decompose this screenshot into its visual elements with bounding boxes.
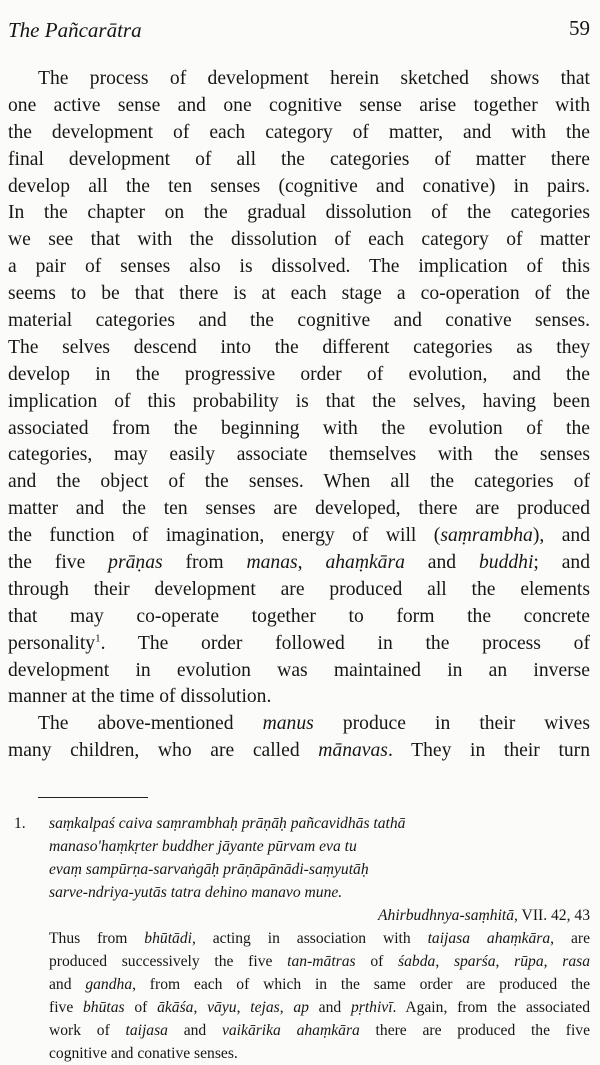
text-line: final development of all the categories of matter there	[8, 148, 590, 170]
text-line: development in evolution was maintained in an inverse	[8, 659, 590, 681]
text-line: one active sense and one cognitive sense arise together with	[8, 94, 590, 116]
footnote-line: and gandha, from each of which in the same order are produced the	[49, 976, 590, 993]
text-line: associated from the beginning with the evolution of the	[8, 417, 590, 439]
running-title: The Pañcarātra	[8, 18, 142, 42]
verse-line: evaṃ sampūrṇa-sarvaṅgāḥ prāṇāpānādi-saṃyutāḥ	[49, 861, 369, 878]
text-line: matter and the ten senses are developed, there are produced	[8, 498, 590, 520]
citation-work: Ahirbudhnya-saṃhitā	[378, 907, 515, 924]
footnote-line: work of taijasa and vaikārika ahaṃkāra there are produced the five	[49, 1022, 590, 1039]
footnote-line: five bhūtas of ākāśa, vāyu, tejas, ap and pṛthivī. Again, from the associated	[49, 999, 590, 1016]
text-line: we see that with the dissolution of each category of matter	[8, 229, 590, 251]
text-line: personality$^1$. The order followed in the process of	[8, 632, 590, 654]
text-line: The process of development herein sketched shows that	[38, 68, 590, 89]
footnote-line: Thus from bhūtādi, acting in association with taijasa ahaṃkāra, are	[49, 930, 590, 947]
text-line: material categories and the cognitive and conative senses.	[8, 310, 590, 332]
page-number: 59	[569, 16, 590, 40]
text-line: the function of imagination, energy of will (saṃrambha), and	[8, 525, 590, 547]
text-line: In the chapter on the gradual dissolution of the categories	[8, 202, 590, 224]
text-line: and the object of the senses. When all the categories of	[8, 471, 590, 493]
text-line: the development of each category of matter, and with the	[8, 121, 590, 143]
footnote-rule	[38, 797, 148, 798]
text-line: develop in the progressive order of evolution, and the	[8, 363, 590, 385]
citation-ref: , VII. 42, 43	[514, 907, 590, 924]
text-line: the five prāṇas from manas, ahaṃkāra and buddhi; and	[8, 552, 590, 574]
paragraph-2	[8, 711, 590, 765]
text-line: manner at the time of dissolution.	[8, 686, 272, 708]
text-line: implication of this probability is that the selves, having been	[8, 390, 590, 412]
text-line: many children, who are called mānavas. They in their turn	[8, 740, 590, 762]
footnote-line: produced successively the five tan-mātras of śabda, sparśa, rūpa, rasa	[49, 953, 590, 970]
text-line: seems to be that there is at each stage a co-operation of the	[8, 283, 590, 305]
text-line: a pair of senses also is dissolved. The implication of this	[8, 256, 590, 278]
footnote-citation	[378, 904, 590, 927]
verse-line: saṃkalpaś caiva saṃrambhaḥ prāṇāḥ pañcavidhās tathā	[49, 815, 406, 832]
page-header	[8, 16, 590, 46]
footnote-marker: 1.	[14, 815, 26, 832]
text-line: develop all the ten senses (cognitive and conative) in pairs.	[8, 175, 590, 197]
verse-line: sarve-ndriya-yutās tatra dehino manavo mune.	[49, 884, 343, 901]
body-text	[8, 66, 590, 765]
text-line: categories, may easily associate themselves with the senses	[8, 444, 590, 466]
paragraph-1	[8, 66, 590, 711]
text-line: The selves descend into the different categories as they	[8, 336, 590, 358]
text-line: that may co-operate together to form the concrete	[8, 605, 590, 627]
footnote-reference: 1	[95, 632, 101, 645]
verse-line: manaso'haṃkṛter buddher jāyante pūrvam eva tu	[49, 838, 357, 855]
text-line: The above-mentioned manus produce in their wives	[38, 713, 590, 735]
footnote-verse	[49, 812, 590, 904]
footnote-explanation	[49, 927, 590, 1065]
footnote-line: cognitive and conative senses.	[49, 1045, 238, 1062]
text-line: through their development are produced all the elements	[8, 578, 590, 600]
